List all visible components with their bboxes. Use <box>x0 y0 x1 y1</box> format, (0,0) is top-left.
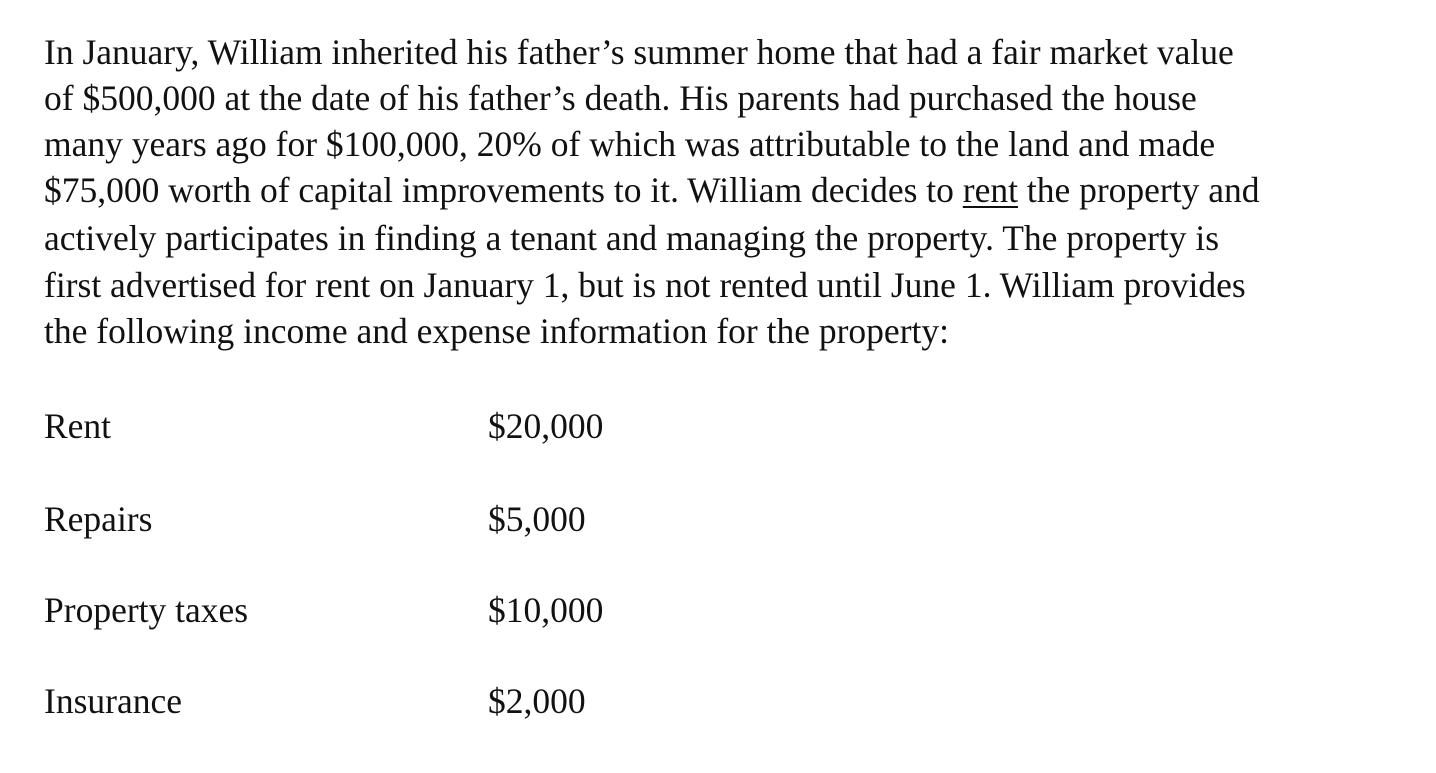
paragraph-line-1: In January, William inherited his father’s summer home that had a fair market value <box>44 32 1234 72</box>
paragraph-line-2: of $500,000 at the date of his father’s death. His parents had purchased the house <box>44 78 1197 118</box>
paragraph-line-4 <box>44 167 1260 213</box>
item-value-rent: $20,000 <box>488 406 604 446</box>
item-label-rent: Rent <box>44 406 112 446</box>
item-label-insurance: Insurance <box>44 681 182 721</box>
item-label-property-taxes: Property taxes <box>44 590 249 630</box>
paragraph-line-5: actively participates in finding a tenant and managing the property. The property is <box>44 218 1220 258</box>
item-value-repairs: $5,000 <box>488 499 586 539</box>
item-label-repairs: Repairs <box>44 499 153 539</box>
item-value-property-taxes: $10,000 <box>488 590 604 630</box>
paragraph-line-6: first advertised for rent on January 1, but is not rented until June 1. William provides <box>44 265 1246 305</box>
paragraph-line-4-end: the property and <box>1017 170 1260 210</box>
paragraph-line-7: the following income and expense information for the property: <box>44 311 949 351</box>
paragraph-line-3: many years ago for $100,000, 20% of which was attributable to the land and made <box>44 124 1216 164</box>
underlined-word-rent: rent <box>962 170 1018 210</box>
item-value-insurance: $2,000 <box>488 681 586 721</box>
paragraph-line-4-start: $75,000 worth of capital improvements to it. William decides to <box>44 170 963 210</box>
